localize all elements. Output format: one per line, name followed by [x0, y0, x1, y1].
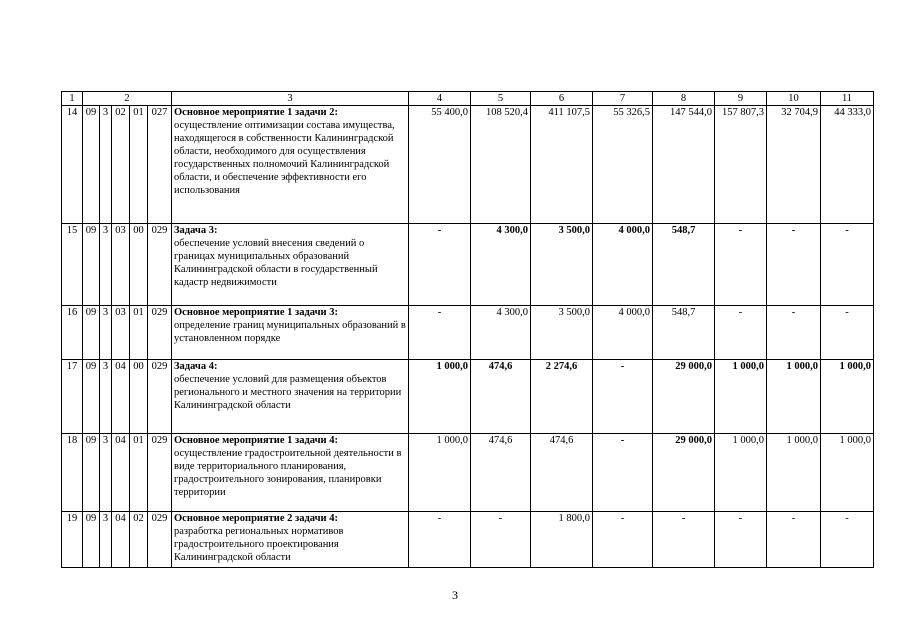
code-cell: 09 [83, 224, 100, 306]
value-cell: 4 000,0 [593, 224, 653, 306]
item-description: осуществление оптимизации состава имущества, находящегося в собственности Калининградской области, необходимого для осуществления государственных полномочий Калининградской области, и обеспечение эффективности его использования [174, 120, 395, 196]
table-row [62, 106, 874, 224]
value-cell: 474,6 [471, 434, 531, 512]
header-cell: 2 [83, 92, 172, 106]
description-cell [172, 434, 409, 512]
value-cell: - [409, 512, 471, 568]
header-cell: 4 [409, 92, 471, 106]
row-number: 16 [62, 306, 83, 360]
code-cell: 00 [130, 224, 148, 306]
value-cell: - [715, 306, 767, 360]
item-title: Задача 4: [174, 361, 218, 372]
value-cell: 1 000,0 [821, 360, 874, 434]
item-description: осуществление градостроительной деятельности в виде территориального планирования, градостроительного зонирования, планировки территории [174, 448, 402, 498]
code-cell: 029 [148, 224, 172, 306]
code-cell: 09 [83, 434, 100, 512]
value-cell: 3 500,0 [531, 306, 593, 360]
item-title: Основное мероприятие 1 задачи 3: [174, 307, 338, 318]
code-cell: 09 [83, 512, 100, 568]
item-title: Основное мероприятие 1 задачи 2: [174, 107, 338, 118]
code-cell: 09 [83, 106, 100, 224]
value-cell: - [593, 434, 653, 512]
value-cell: 474,6 [531, 434, 593, 512]
header-cell: 8 [653, 92, 715, 106]
row-number: 14 [62, 106, 83, 224]
value-cell: 29 000,0 [653, 360, 715, 434]
table-row [62, 512, 874, 568]
code-cell: 029 [148, 512, 172, 568]
value-cell: 548,7 [653, 306, 715, 360]
value-cell: 474,6 [471, 360, 531, 434]
header-cell: 3 [172, 92, 409, 106]
code-cell: 09 [83, 306, 100, 360]
value-cell: - [767, 224, 821, 306]
value-cell: 4 300,0 [471, 306, 531, 360]
code-cell: 02 [112, 106, 130, 224]
item-title: Основное мероприятие 2 задачи 4: [174, 513, 338, 524]
header-cell: 5 [471, 92, 531, 106]
header-cell: 6 [531, 92, 593, 106]
item-title: Основное мероприятие 1 задачи 4: [174, 435, 338, 446]
code-cell: 09 [83, 360, 100, 434]
item-title: Задача 3: [174, 225, 218, 236]
value-cell: - [821, 224, 874, 306]
value-cell: 1 000,0 [821, 434, 874, 512]
value-cell: 3 500,0 [531, 224, 593, 306]
value-cell: 411 107,5 [531, 106, 593, 224]
row-number: 19 [62, 512, 83, 568]
table-row [62, 434, 874, 512]
value-cell: 1 000,0 [409, 434, 471, 512]
code-cell: 3 [100, 306, 112, 360]
value-cell: 4 000,0 [593, 306, 653, 360]
code-cell: 029 [148, 306, 172, 360]
code-cell: 029 [148, 434, 172, 512]
value-cell: 147 544,0 [653, 106, 715, 224]
value-cell: - [715, 224, 767, 306]
item-description: определение границ муниципальных образований в установленном порядке [174, 320, 406, 344]
header-row [62, 92, 874, 106]
code-cell: 01 [130, 434, 148, 512]
value-cell: - [593, 512, 653, 568]
description-cell [172, 512, 409, 568]
value-cell: - [821, 512, 874, 568]
item-description: обеспечение условий внесения сведений о границах муниципальных образований Калининградской области в государственный кадастр недвижимости [174, 238, 378, 288]
value-cell: 44 333,0 [821, 106, 874, 224]
code-cell: 01 [130, 106, 148, 224]
value-cell: 29 000,0 [653, 434, 715, 512]
code-cell: 04 [112, 434, 130, 512]
value-cell: - [715, 512, 767, 568]
header-cell: 10 [767, 92, 821, 106]
row-number: 17 [62, 360, 83, 434]
code-cell: 3 [100, 512, 112, 568]
value-cell: 1 800,0 [531, 512, 593, 568]
value-cell: - [409, 306, 471, 360]
code-cell: 03 [112, 224, 130, 306]
value-cell: 55 326,5 [593, 106, 653, 224]
code-cell: 029 [148, 360, 172, 434]
table-row [62, 306, 874, 360]
value-cell: 1 000,0 [715, 434, 767, 512]
value-cell: - [593, 360, 653, 434]
item-description: обеспечение условий для размещения объектов регионального и местного значения на территории Калининградской области [174, 374, 402, 411]
value-cell: 32 704,9 [767, 106, 821, 224]
budget-table [61, 91, 874, 568]
value-cell: - [471, 512, 531, 568]
table-row [62, 224, 874, 306]
value-cell: 108 520,4 [471, 106, 531, 224]
value-cell: 4 300,0 [471, 224, 531, 306]
row-number: 15 [62, 224, 83, 306]
value-cell: 55 400,0 [409, 106, 471, 224]
value-cell: 548,7 [653, 224, 715, 306]
value-cell: - [821, 306, 874, 360]
item-description: разработка региональных нормативов градостроительного проектирования Калининградской области [174, 526, 344, 563]
value-cell: - [653, 512, 715, 568]
code-cell: 01 [130, 306, 148, 360]
code-cell: 3 [100, 434, 112, 512]
row-number: 18 [62, 434, 83, 512]
value-cell: 157 807,3 [715, 106, 767, 224]
value-cell: 1 000,0 [409, 360, 471, 434]
description-cell [172, 106, 409, 224]
code-cell: 04 [112, 360, 130, 434]
value-cell: - [767, 512, 821, 568]
header-cell: 1 [62, 92, 83, 106]
code-cell: 03 [112, 306, 130, 360]
code-cell: 04 [112, 512, 130, 568]
description-cell [172, 360, 409, 434]
value-cell: - [409, 224, 471, 306]
code-cell: 027 [148, 106, 172, 224]
header-cell: 9 [715, 92, 767, 106]
value-cell: 1 000,0 [767, 434, 821, 512]
page-number: 3 [452, 588, 458, 602]
code-cell: 3 [100, 360, 112, 434]
table-row [62, 360, 874, 434]
header-cell: 11 [821, 92, 874, 106]
value-cell: 1 000,0 [767, 360, 821, 434]
header-cell: 7 [593, 92, 653, 106]
code-cell: 3 [100, 106, 112, 224]
value-cell: 2 274,6 [531, 360, 593, 434]
description-cell [172, 224, 409, 306]
value-cell: - [767, 306, 821, 360]
code-cell: 00 [130, 360, 148, 434]
description-cell [172, 306, 409, 360]
value-cell: 1 000,0 [715, 360, 767, 434]
code-cell: 3 [100, 224, 112, 306]
code-cell: 02 [130, 512, 148, 568]
